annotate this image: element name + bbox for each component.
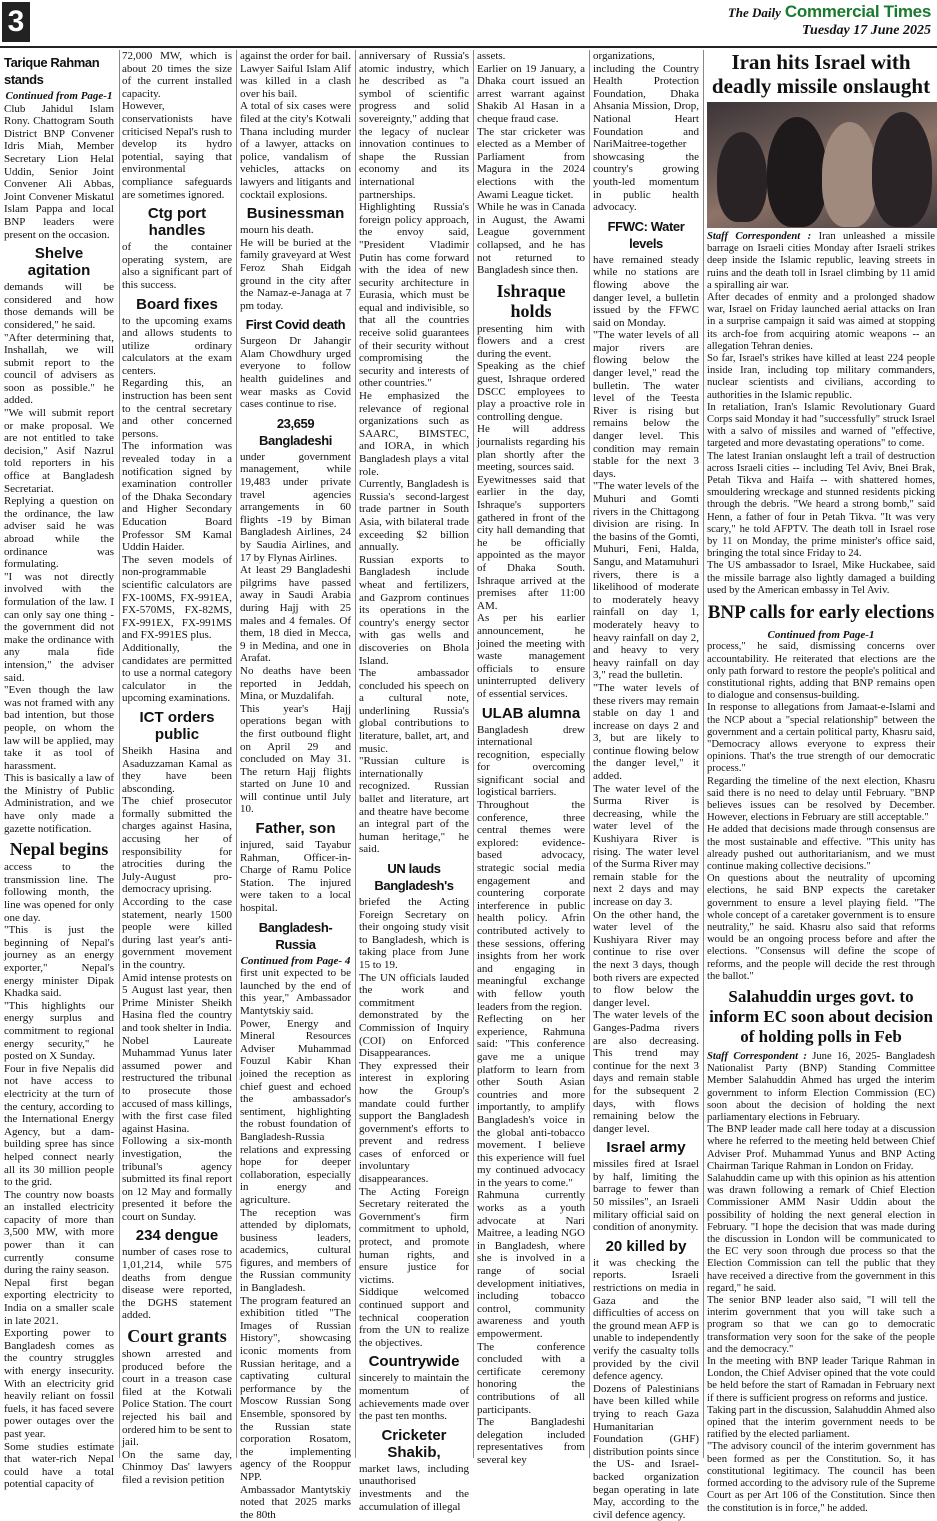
paragraph: briefed the Acting Foreign Secretary on their ongoing study visit to Bangladesh, which is taking place from June 15 to 19. [359,896,469,971]
paragraph: anniversary of Russia's atomic industry, which he described as "a symbol of scientific progress and solid sovereignty," adding that the legacy of nuclear innovation continues to shape the Russian economy and its international partnerships. [359,50,469,201]
paragraph: On the other hand, the water level of the Kushiyara River may continue to rise over the next 3 days, though both rivers are expected to flow below the danger level. [593,908,699,1009]
column-divider [473,50,474,1458]
paragraph: Additionally, the candidates are permitted to use a normal category calculator in the upcoming examinations. [122,641,232,705]
headline-cricketer: Cricketer Shakib, [381,1426,447,1461]
paragraph: Regarding this, an instruction has been sent to the central secretary and other concerned persons. [122,377,232,440]
paragraph: He emphasized the relevance of regional organizations such as SAARC, BIMSTEC, and IORA, in which Bangladesh plays a vital role. [359,390,469,478]
paragraph: In the meeting with BNP leader Tarique Rahman in London, the Chief Adviser opined that the vote could be held before the start of Ramadan in February next if there is sufficient progress on reforms and justice. [707,1356,935,1404]
headline-board: Board fixes [136,295,218,313]
paragraph: 72,000 MW, which is about 20 times the size of the current installed capacity. [122,50,232,100]
paragraph: organizations, including the Country Health Protection Foundation, Dhaka Ahsania Mission, Drop, National Heart Foundation and NariMaitree-together showcasing the country's growing youth-led momentum in public health advocacy. [593,50,699,214]
paragraph: The seven models of non-programmable scientific calculators are FX-100MS, FX-991EA, FX-570MS, FX-82MS, FX-991EX, FX-991MS and FX-991ES plus. [122,553,232,642]
headline-nepal: Nepal begins [9,839,109,860]
paragraph: The US ambassador to Israel, Mike Huckabee, said the missile barrage also lightly damaged a building used by the American embassy in Tel Aviv. [707,560,935,596]
paragraph: While he was in Canada in August, the Awami League government collapsed, and he has not returned to Bangladesh since then. [477,201,585,277]
paragraph: Four in five Nepalis did not have access to electricity at the turn of the century, according to the International Energy Agency, but a dam-building spree has since helped connect nearly all its 30 million people to the grid. [4,1062,114,1189]
paragraph: process," he said, dismissing concerns over accountability. He reiterated that elections are the only path forward to restore the people's political and constitutional rights, adding that BNP remains open to dialogue and consensus-building. [707,641,935,702]
headline-covid: First Covid death [245,317,346,333]
paragraph: The conference concluded with a certificate ceremony honoring the contributions of all participants. [477,1340,585,1416]
headline-russia: Bangladesh-Russia [258,919,333,952]
column-divider [589,50,590,1458]
paragraph: The program featured an exhibition titled "The Images of Russian History", showcasing iconic moments from Russian heritage, and a captivating cultural performance by the Moscow Russian Song Ensemble, sponsored by the Russian state corporation Rosatom, the implementing agency of the Rooppur NPP. [240,1294,351,1483]
paragraph: The ambassador concluded his speech on a cultural note, underlining Russia's global contributions to literature, ballet, art, and music. [359,667,469,755]
photo-figure [822,122,877,227]
paragraph: Nepal first began exporting electricity to India on a smaller scale in late 2021. [4,1276,114,1327]
paragraph: The information was revealed today in a notification signed by examination controller of the Dhaka Secondary and Higher Secondary Education Board Professor SM Kamal Uddin Haider. [122,440,232,554]
paragraph: "Russian culture is internationally recognized. Russian ballet and literature, art and theatre have become an integral part of the human heritage," he said. [359,755,469,856]
column-7 [707,50,936,1514]
paragraph: The star cricketer was elected as a Member of Parliament from Magura in the 2024 elections with the Awami League ticket. [477,125,585,201]
headline-countrywide: Countrywide [368,1353,460,1371]
paragraph: demands will be considered and how those demands will be considered," he said. [4,281,114,331]
paragraph: Russian exports to Bangladesh include wheat and fertilizers, and Gazprom continues its operations in the country's energy sector with gas wells and discoveries on Bhola Island. [359,553,469,667]
column-divider [703,50,704,1458]
paragraph: "After determining that, Inshallah, we will submit report to the council of advisers as soon as possible." he added. [4,331,114,407]
paper-prefix: The Daily [727,5,781,20]
photo-figure [872,112,932,227]
paragraph: Some studies estimate that water-rich Nepal could have a total potential capacity of [4,1440,114,1491]
paragraph: June 16, 2025- Bangladesh Nationalist Party (BNP) Standing Committee Member Salahuddin Ahmed has urged the interim government to inform Election Commission (EC) soon about the decision of holding the next parliamentary elections in February. [707,1050,936,1123]
headline-un: UN lauds Bangladesh's [374,861,454,893]
column-3 [240,50,351,1521]
paragraph: access to the transmission line. The following month, the line was opened for only one day. [4,861,114,924]
paragraph: In response to allegations from Jamaat-e-Islami and the NCP about a "special relationship" between the government and a certain political party, Khasru said, "Democracy allows everyone to express their opinions. That's the true strength of our democratic process." [707,702,935,775]
issue-date: Tuesday 17 June 2025 [802,23,931,38]
news-photo [707,102,937,228]
paragraph: Following a six-month investigation, the tribunal's agency submitted its final report on 12 May and formally presented it before the court on Sunday. [122,1135,232,1223]
paragraph: Amid intense protests on 5 August last year, then Prime Minister Sheikh Hasina fled the country and took shelter in India. [122,971,232,1034]
headline-salahuddin: Salahuddin urges govt. to inform EC soon about decision of holding polls in Feb [709,986,933,1046]
paragraph: "The water levels of the Muhuri and Gomti rivers in the Chittagong division are rising. In the basins of the Gomti, Muhuri, Feni, Halda, Sangu, and Matamuhuri rivers, there is a likelihood of moderate to moderately heavy rainfall on day 1, moderately heavy to heavy rainfall on day 2, and heavy to very heavy rainfall on day 3," read the bulletin. [593,480,700,682]
paragraph: The Acting Foreign Secretary reiterated the Government's firm commitment to uphold, protect, and promote human rights, and ensure justice for victims. [359,1185,469,1286]
paragraph: The chief prosecutor formally submitted the charges against Hasina, accusing her of responsibility for atrocities during the July-August pro-democracy uprising. [122,795,232,896]
paragraph: After decades of enmity and a prolonged shadow war, Israel on Friday launched aerial attacks on Iran in a surprise campaign it said was aimed at stopping its arch-foe from acquiring atomic weapons -- an allegation Tehran denies. [707,292,935,352]
paragraph: to the upcoming exams and allows students to utilize ordinary calculators at the exam centers. [122,314,232,377]
paragraph: of the container operating system, are also a significant part of this success. [122,241,232,291]
paragraph: The water levels of the Ganges-Padma rivers are also decreasing. This trend may continue for the next 3 days and remain stable for the subsequent 2 days, with flows remaining below the danger level. [593,1009,699,1135]
paragraph: sincerely to maintain the momentum of achievements made over the past ten months. [359,1372,469,1423]
paragraph: "This is just the beginning of Nepal's journey as an energy exporter," Nepal's energy minister Dipak Khadka said. [4,924,114,1000]
paragraph: So far, Israel's strikes have killed at least 224 people inside Iran, including top military commanders, nuclear scientists and civilians, according to authorities in the Islamic republic. [707,353,935,401]
headline-bnp: BNP calls for early elections [707,602,935,624]
column-1 [4,50,114,1491]
paragraph: it was checking the reports. Israeli restrictions on media in Gaza and the difficulties of access on the ground mean AFP is unable to independently verify the casualty tolls provided by the civil defence agency. [593,1256,699,1383]
continued-label: Continued from Page- 4 [240,954,351,967]
paragraph: As per his earlier announcement, he joined the meeting with waste management officials to ensure uninterrupted delivery of essential services. [477,612,585,700]
byline: Staff Correspondent : [707,1050,807,1062]
continued-label: Continued from Page-1 [767,629,875,642]
column-2 [122,50,232,1486]
paragraph: Highlighting Russia's foreign policy approach, the envoy said, "President Vladimir Putin has come forward with the idea of new security architecture in Eurasia, which must be equal and indivisible, so that all the countries receive solid guarantees of their security without compromising the security and interests of other countries." [359,201,469,390]
paragraph: Bangladesh drew international recognition, especially for overcoming significant social and logistical barriers. [477,723,585,799]
paragraph: The Bangladeshi delegation included representatives from several key [477,1416,585,1466]
paper-nameplate [728,2,931,39]
paragraph: However, conservationists have criticised Nepal's rush to develop its hydro potential, saying that environmental compliance safeguards are sometimes ignored. [122,100,232,201]
paragraph: "The water levels of all major rivers are flowing below the danger level," read the bulletin. The water level of the Teesta River is rising but remains below the danger level. This condition may remain stable for the next 3 days. [593,329,699,480]
paragraph: "I was not directly involved with the formulation of the law. I can only say one thing - the government did not make the ordinance with any mala fide intension," the adviser said. [4,570,114,684]
column-5 [477,50,585,1466]
paragraph: Currently, Bangladesh is Russia's second-largest trade partner in South Asia, with bilateral trade exceeding $2 billion annually. [359,478,469,554]
paragraph: missiles fired at Israel by half, limiting the barrage to fewer than 50 missiles", an Israeli military official said on condition of anonymity. [593,1158,699,1234]
paragraph: Nobel Laureate Muhammad Yunus later assumed power and restructured the tribunal to prosecute those accused of mass killings, with the first case filed against Hasina. [122,1034,232,1135]
paragraph: He added that decisions made through consensus are the most sustainable and effective. "This unity has already pushed out authoritarianism, and we must continue making collective decisions." [707,824,935,872]
paragraph: Exporting power to Bangladesh comes as the country struggles with energy insecurity. With an electricity grid heavily reliant on fossil fuels, it has faced severe power outages over the past year. [4,1327,114,1440]
paragraph: Ambassador Mantytskiy noted that 2025 marks the 80th [240,1483,351,1521]
photo-figure [717,132,767,222]
headline-ict: ICT orders public [139,708,215,743]
paragraph: Iran unleashed a missile barrage on Israeli cities Monday after Israeli strikes deep inside the Islamic republic, leaving streets in ruins and the death toll in Israel climbing by 11 amid a spiralling air war. [707,231,935,291]
byline: Staff Correspondent : [707,231,812,242]
paragraph: Salahuddin came up with this opinion as his attention was drawn following a remark of Chief Election Commissioner AMM Nasir Uddin about the possibility of holding the next general election in February. "I hope the decision that was made during the discussion in London will be communicated to the EC very soon through due process so that the Election Commission can tell the public that they have received a directive from the government in this regard," he said. [707,1173,935,1294]
column-divider [119,50,120,1458]
paragraph: number of cases rose to 1,01,214, while 575 deaths from dengue disease were reported, the DGHS statement added. [122,1246,232,1322]
paragraph: On questions about the neutrality of upcoming elections, he said BNP expects the caretaker government to ensure a level playing field. "The whole concept of a caretaker government is to ensure neutrality," he said. Khasru also said that reforms would be an ongoing process before and after the elections. "Consensus will define the scope of reforms, and the people will decide the rest through the ballot." [707,873,935,982]
headline-iran: Iran hits Israel with deadly missile onslaught [711,50,931,98]
masthead [0,0,937,48]
paragraph: Earlier on 19 January, a Dhaka court issued an arrest warrant against Shakib Al Hasan in a cheque fraud case. [477,62,585,125]
page-number: 3 [2,2,30,42]
paragraph: A total of six cases were filed at the city's Kotwali Thana including murder of a lawyer, attacks on police, vandalism of vehicles, attacks on lawyers and litigants and cocktail explosions. [240,100,351,201]
paragraph: Replying a question on the ordinance, the law adviser said he was abroad while the ordinance was formulating. [4,495,114,571]
paragraph: Siddique welcomed continued support and technical cooperation from the UN to realize the objectives. [359,1286,469,1349]
paragraph: "This highlights our energy surplus and commitment to regional energy security," he posted on X Sunday. [4,999,114,1063]
headline-ffwc: FFWC: Water levels [607,218,685,251]
paragraph: The UN officials lauded the work and commitment demonstrated by the Commission of Inquiry (COI) on Enforced Disappearances. [359,971,469,1060]
paragraph: No deaths have been reported in Jeddah, Mina, or Muzdalifah. [240,664,351,703]
paragraph: According to the case statement, nearly 1500 people were killed during last year's anti-government movement in the country. [122,896,232,971]
paragraph: "The advisory council of the interim government has been formed as per the Constitution. So, it has constitutional legitimacy. The council has been formed according to the advisory rule of the Supreme Court as per Art 106 of the Constitution. Since then the constitution is in force," he added. [707,1441,935,1514]
paragraph: He will address journalists regarding his plan shortly after the meeting, sources said. [477,423,585,474]
paragraph: They expressed their interest in exploring how the Group's mandate could further support the Bangladesh government's efforts to prevent and redress cases of enforced or involuntary disappearances. [359,1059,469,1186]
paragraph: assets. [477,50,506,62]
headline-father: Father, son [255,820,336,838]
paragraph: Eyewitnesses said that earlier in the day, Ishraque's supporters gathered in front of the city hall demanding that he be officially appointed as the mayor of Dhaka South. Ishraque arrived at the premises after 11:00 AM. [477,473,585,612]
paragraph: Club Jahidul Islam Rony. Chattogram South District BNP Convener Idris Miah, Member Secretary Lion Helal Uddin, Senior Joint Convener Ali Abbas, Joint Convener Miskatul Islam Pappa and local BNP leaders were present on the occasion. [4,102,114,241]
paragraph: "The water levels of these rivers may remain stable on day 1 and increase on days 2 and 3, but are likely to continue flowing below the danger level," it added. [593,681,699,783]
paragraph: Regarding the timeline of the next election, Khasru said there is no need to delay until February. "BNP believes issues can be resolved by December. However, elections in February are still acceptable." [707,775,935,824]
paragraph: have remained steady while no stations are flowing above the danger level, a bulletin issued by the FFWC said on Monday. [593,253,699,329]
paragraph: At least 29 Bangladeshi pilgrims have passed away in Saudi Arabia during Hajj with 25 males and 4 females. Of them, 18 died in Mecca, 9 in Medina, and one in Arafat. [240,564,351,665]
headline-dengue: 234 dengue [135,1227,219,1245]
paragraph: This year's Hajj operations began with the first outbound flight on April 29 and concluded on May 31. The return Hajj flights started on June 10 and will continue until July 10. [240,702,351,816]
headline-israel-army: Israel army [606,1139,686,1157]
photo-figure [767,117,827,227]
column-4 [359,50,469,1513]
paragraph: Speaking as the chief guest, Ishraque ordered DSCC employees to play a proactive role in controlling dengue. [477,360,585,423]
paragraph: shown arrested and produced before the court in a treason case filed at the Kotwali Police Station. The court rejected his bail and ordered him to be sent to jail. [122,1348,232,1449]
paragraph: Sheikh Hasina and Asaduzzaman Kamal as they have been absconding. [122,744,232,795]
paragraph: Reflecting on her experience, Rahmuna said: "This conference gave me a unique platform to learn from other South Asian countries and more importantly, to amplify Bangladesh's voice in the global anti-tobacco movement. I believe this experience will fuel my continued advocacy in the years to come." [477,1013,585,1189]
paragraph: Surgeon Dr Jahangir Alam Chowdhury urged everyone to follow health guidelines and wear masks as Covid cases continue to rise. [240,335,351,411]
paragraph: Dozens of Palestinians have been killed while trying to reach Gaza Humanitarian Foundation (GHF) distribution points since the US- and Israel-backed organization began operating in late May, according to the civil defence agency. [593,1382,699,1521]
headline-businessman: Businessman [246,205,345,223]
paragraph: Taking part in the discussion, Salahuddin Ahmed also opined that the interim government needs to be ratified by the elected parliament. [707,1404,935,1441]
paragraph: presenting him with flowers and a crest during the event. [477,322,585,360]
headline-20-killed: 20 killed by [605,1237,687,1255]
paragraph: Rahmuna currently works as a youth advocate at Nari Maitree, a leading NGO in Bangladesh, where she is involved in a range of social development initiatives, including tobacco control, community awareness and youth empowerment. [477,1189,585,1340]
column-divider [355,50,356,1458]
paragraph: Throughout the conference, three central themes were explored: evidence-based advocacy, strategic social media engagement and countering corporate interference in public health policy. Afrin contributed actively to these sessions, offering insights from her work and engaging in meaningful exchange with fellow youth leaders from the region. [477,799,585,1013]
headline-shelve: Shelve agitation [27,245,91,280]
paragraph: under government management, while 19,483 under private travel agencies arrangements in 60 flights -19 by Biman Bangladesh Airlines, 24 by Saudia Airlines, and 17 by Flynas Airlines. [240,450,351,564]
paragraph: On the same day, Chinmoy Das' lawyers filed a revision petition [122,1448,232,1486]
paragraph: He will be buried at the family graveyard at West Feroz Shah Eidgah ground in the city after the Namaz-e-Janaga at 7 pm today. [240,236,351,312]
paragraph: "We will submit report or make proposal. We are not entitled to take decision," Asif Nazrul told reporters in his office at Bangladesh Secretariat. [4,407,114,495]
paragraph: Power, Energy and Mineral Resources Adviser Muhammad Fouzul Kabir Khan joined the reception as chief guest and echoed the ambassador's sentiment, highlighting the robust foundation of Bangladesh-Russia relations and expressing hope for deeper collaboration, especially in energy and agriculture. [240,1017,351,1206]
paragraph: The water level of the Surma River is decreasing, while the water level of the Kushiyara River is rising. The water level of the Surma River may remain stable for the next 2 days and may increase on day 3. [593,782,699,908]
paragraph: This is basically a law of the Ministry of Public Administration, and we have only made a gazette notification. [4,772,114,835]
paragraph: mourn his death. [240,224,314,237]
paragraph: The latest Iranian onslaught left a trail of destruction across Israeli cities -- including Tel Aviv, Bnei Brak, Petah Tikva and Haifa -- with shattered homes, smouldering wreckage and stunned residents picking through the debris. "We heard a strong bomb," said Henn, a father of four in Petah Tikva. "It was very scary," he told AFPTV. The death toll in Israel rose by 11 on Monday, the prime minister's office said, bringing the total since Friday to 24. [707,450,935,560]
paragraph: against the order for bail. Lawyer Saiful Islam Alif was killed in a clash over his bail. [240,50,351,100]
column-6 [593,50,700,1521]
paragraph: In retaliation, Iran's Islamic Revolutionary Guard Corps said Monday it had "successfully" struck Israel with a salvo of missiles and warned of "effective, targeted and more devastating operations" to come. [707,401,935,450]
headline-ctg: Ctg port handles [147,205,207,240]
continued-label: Continued from Page-1 [5,90,113,102]
headline-tarique: Tarique Rahman stands [4,55,100,87]
headline-court: Court grants [127,1326,227,1347]
paragraph: The BNP leader made call here today at a discussion where he referred to the meeting held between Chief Adviser Prof. Muhammad Yunus and BNP Acting Chairman Tarique Rahman in London on Friday. [707,1124,935,1172]
paragraph: "Even though the law was not framed with any bad intention, but those people, on whom the law will be applied, may take it as tool of harassment. [4,684,114,772]
headline-ishraque: Ishraque holds [496,280,566,321]
paragraph: The senior BNP leader also said, "I will tell the interim government that you will take such a program so that we can go to democratic transformation very soon for the sake of the people and the democracy." [707,1295,935,1355]
paragraph: first unit expected to be launched by the end of this year," Ambassador Mantytskiy said. [240,967,351,1017]
paragraph: The country now boasts an installed electricity capacity of more than 3,500 MW, with more power than it can currently consume during the rainy season. [4,1188,114,1277]
column-divider [236,50,237,1458]
paper-name: Commercial Times [784,2,931,21]
headline-hajj: 23,659 Bangladeshi [259,415,332,448]
paragraph: market laws, including unauthorised investments and the accumulation of illegal [359,1462,469,1513]
paragraph: injured, said Tayabur Rahman, Officer-in-Charge of Ramu Police Station. The injured were taken to a local hospital. [240,839,351,915]
headline-ulab: ULAB alumna [481,704,581,722]
paragraph: The reception was attended by diplomats, business leaders, academics, cultural figures, and members of the Russian community in Bangladesh. [240,1206,351,1295]
